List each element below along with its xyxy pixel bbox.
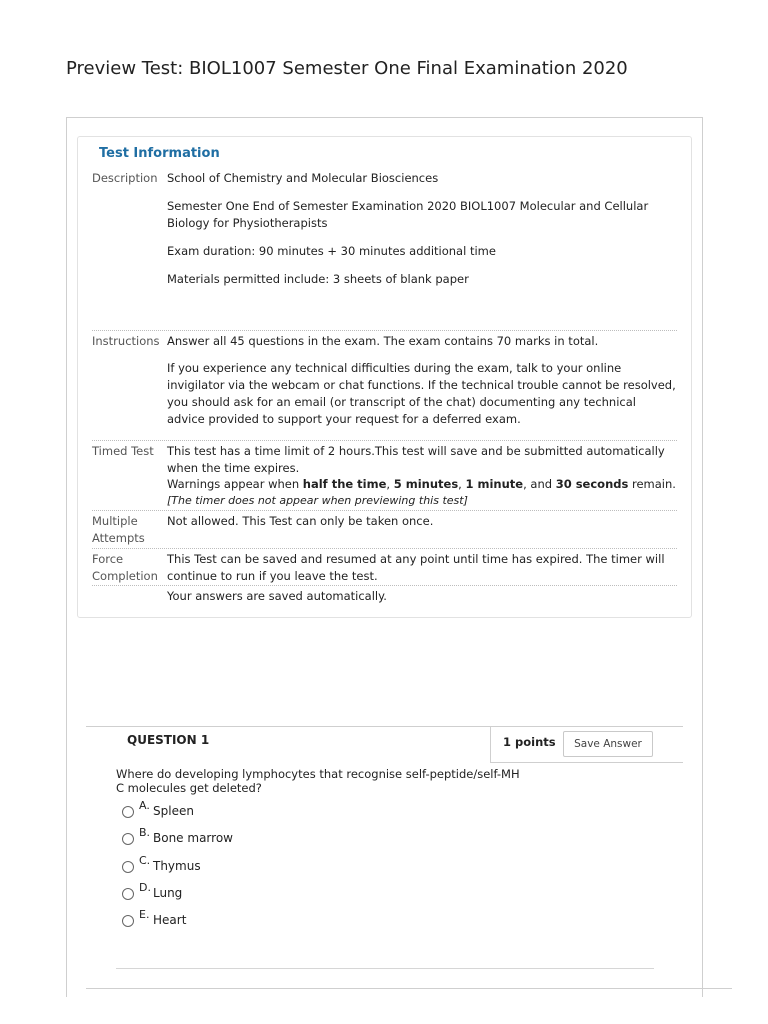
separator [92,548,677,549]
force-completion-label-line-1: Force [92,552,124,566]
question-text: Where do developing lymphocytes that recognise self-peptide/self-MHC molecules get deleted? [116,767,520,795]
save-answer-button[interactable]: Save Answer [563,731,653,757]
warning-5-minutes: 5 minutes [393,477,459,491]
option-letter: D. [139,881,151,894]
warnings-separator: , [386,477,394,491]
option-letter: E. [139,908,150,921]
option-label: Spleen [153,804,194,818]
warnings-separator: , and [523,477,556,491]
timer-note-text: [The timer does not appear when previewing this test] [167,494,468,507]
description-line-3: Exam duration: 90 minutes + 30 minutes additional time [167,244,496,258]
option-label: Heart [153,913,187,927]
option-letter: A. [139,799,150,812]
instructions-line-2: If you experience any technical difficulties during the exam, talk to your online invigilator via the webcam or chat functions. If the technical trouble cannot be resolved, you should ask for an email (or transcript of the chat) documenting any technical advice provided to support your request for a deferred exam. [167,361,676,426]
radio-button[interactable] [122,861,134,873]
option-letter: C. [139,854,151,867]
page-title: Preview Test: BIOL1007 Semester One Final Examination 2020 [66,58,628,79]
force-completion-label-line-2: Completion [92,569,158,583]
warning-1-minute: 1 minute [465,477,524,491]
timer-preview-note [167,492,677,509]
description-label: Description [92,171,158,185]
question-title: QUESTION 1 [127,733,210,747]
question-bottom-divider [116,968,654,969]
warnings-prefix: Warnings appear when [167,477,303,491]
option-label: Lung [153,886,183,900]
description-line-4: Materials permitted include: 3 sheets of blank paper [167,272,469,286]
warnings-suffix: remain. [628,477,676,491]
timed-test-warnings [167,476,677,493]
test-information-heading: Test Information [99,146,220,161]
separator [92,330,677,331]
separator [92,585,677,586]
warning-half-time: half the time [302,477,387,491]
multiple-attempts-label [92,513,145,547]
description-line-2: Semester One End of Semester Examination 2020 BIOL1007 Molecular and Cellular Biology for Physiotherapists [167,199,649,230]
separator [92,440,677,441]
question-points: 1 points [503,735,556,749]
option-letter: B. [139,826,151,839]
radio-button[interactable] [122,888,134,900]
warning-30-seconds: 30 seconds [555,477,629,491]
instructions-label: Instructions [92,334,160,348]
option-label: Bone marrow [153,831,233,845]
force-completion-text: This Test can be saved and resumed at any point until time has expired. The timer will continue to run if you leave the test. [167,552,665,583]
multiple-attempts-text: Not allowed. This Test can only be taken once. [167,514,434,528]
instructions-line-1: Answer all 45 questions in the exam. The exam contains 70 marks in total. [167,334,599,348]
radio-button[interactable] [122,833,134,845]
multiple-attempts-label-line-2: Attempts [92,531,145,545]
page-bottom-divider [86,988,732,989]
timed-test-label: Timed Test [92,444,154,458]
autosave-text: Your answers are saved automatically. [167,589,387,603]
multiple-attempts-label-line-1: Multiple [92,514,138,528]
timed-test-description: This test has a time limit of 2 hours.This test will save and be submitted automatically when the time expires. [167,444,665,475]
radio-button[interactable] [122,806,134,818]
radio-button[interactable] [122,915,134,927]
option-label: Thymus [153,859,201,873]
separator [92,510,677,511]
force-completion-label [92,551,158,585]
warnings-separator: , [458,477,466,491]
description-line-1: School of Chemistry and Molecular Biosciences [167,171,439,185]
